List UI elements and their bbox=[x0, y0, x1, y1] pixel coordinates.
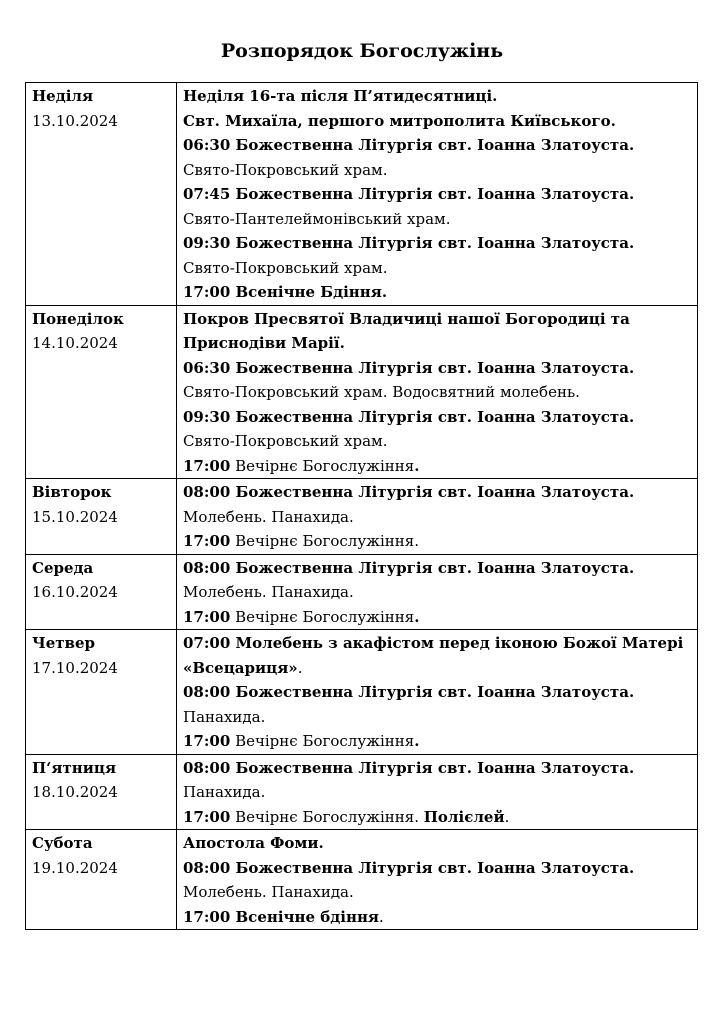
service-text: Полієлей bbox=[423, 807, 505, 826]
day-name: Неділя bbox=[32, 87, 94, 105]
service-text: Молебень. Панахида. bbox=[183, 507, 354, 526]
service-text: 17:00 bbox=[183, 456, 231, 475]
service-line bbox=[183, 729, 693, 754]
service-text: 07:00 Молебень з акафістом перед іконою Божої Матері «Всецариця» bbox=[183, 634, 684, 677]
service-line bbox=[183, 380, 693, 405]
page-title: Розпорядок Богослужінь bbox=[220, 40, 504, 62]
service-line bbox=[183, 133, 693, 158]
service-line bbox=[183, 705, 693, 730]
service-line bbox=[183, 207, 693, 232]
service-text: Вечірнє Богослужіння. bbox=[230, 807, 424, 826]
service-line bbox=[183, 480, 693, 505]
service-line bbox=[183, 280, 693, 305]
schedule-row bbox=[26, 630, 698, 755]
services-cell bbox=[177, 830, 698, 930]
service-line bbox=[183, 454, 693, 479]
day-cell bbox=[26, 830, 177, 930]
service-text: Панахида. bbox=[183, 707, 266, 726]
service-line bbox=[183, 158, 693, 183]
service-text: Свято-Пантелеймонівський храм. bbox=[183, 209, 451, 228]
service-text: . bbox=[379, 907, 384, 926]
schedule-row bbox=[26, 479, 698, 555]
service-line bbox=[183, 805, 693, 830]
service-text: 06:30 Божественна Літургія свт. Іоанна Златоуста. bbox=[183, 136, 635, 154]
service-text: Покров Пресвятої Владичиці нашої Богородиці та Приснодіви Марії. bbox=[183, 309, 630, 352]
service-text: 17:00 Всенічне бдіння bbox=[183, 907, 380, 926]
service-line bbox=[183, 631, 693, 680]
service-text: Апостола Фоми. bbox=[183, 834, 324, 852]
service-text: . bbox=[414, 456, 420, 475]
service-line bbox=[183, 182, 693, 207]
service-text: 17:00 bbox=[183, 807, 231, 826]
schedule-table bbox=[25, 82, 698, 930]
day-date: 13.10.2024 bbox=[32, 111, 118, 130]
service-text: 17:00 bbox=[183, 532, 231, 550]
day-name: Середа bbox=[32, 558, 94, 577]
service-line bbox=[183, 605, 693, 630]
service-line bbox=[183, 556, 693, 581]
day-date: 17.10.2024 bbox=[32, 658, 118, 677]
service-text: Вечірнє Богослужіння bbox=[230, 607, 415, 626]
service-line bbox=[183, 856, 693, 881]
service-text: Вечірнє Богослужіння bbox=[230, 732, 415, 750]
service-text: . bbox=[297, 658, 303, 677]
services-cell bbox=[177, 754, 698, 830]
service-line bbox=[183, 231, 693, 256]
schedule-row bbox=[26, 305, 698, 479]
service-line bbox=[183, 84, 693, 109]
day-cell bbox=[26, 479, 177, 555]
service-text: 06:30 Божественна Літургія свт. Іоанна Златоуста. bbox=[183, 358, 635, 377]
service-line bbox=[183, 780, 693, 805]
service-text: Панахида. bbox=[183, 783, 266, 801]
service-text: Молебень. Панахида. bbox=[183, 583, 354, 601]
service-text: Свято-Покровський храм. bbox=[183, 258, 388, 277]
service-line bbox=[183, 905, 693, 930]
service-text: 08:00 Божественна Літургія свт. Іоанна Златоуста. bbox=[183, 683, 635, 701]
day-cell bbox=[26, 754, 177, 830]
day-date: 19.10.2024 bbox=[32, 858, 118, 877]
service-text: Неділя 16-та після П’ятидесятниці. bbox=[183, 87, 498, 105]
service-text: 17:00 bbox=[183, 732, 231, 750]
day-date: 15.10.2024 bbox=[32, 507, 118, 526]
service-line bbox=[183, 429, 693, 454]
service-text: . bbox=[504, 807, 510, 826]
service-line bbox=[183, 109, 693, 134]
service-text: Молебень. Панахида. bbox=[183, 883, 354, 901]
services-cell bbox=[177, 479, 698, 555]
schedule-row bbox=[26, 554, 698, 630]
service-text: Свято-Покровський храм. Водосвятний молебень. bbox=[183, 383, 580, 401]
day-cell bbox=[26, 554, 177, 630]
services-cell bbox=[177, 554, 698, 630]
services-cell bbox=[177, 630, 698, 755]
service-line bbox=[183, 256, 693, 281]
day-name: Вівторок bbox=[32, 483, 112, 501]
service-line bbox=[183, 307, 693, 356]
day-name: Понеділок bbox=[32, 309, 124, 328]
day-date: 18.10.2024 bbox=[32, 783, 118, 801]
service-line bbox=[183, 405, 693, 430]
services-cell bbox=[177, 305, 698, 479]
day-cell bbox=[26, 83, 177, 306]
schedule-row bbox=[26, 754, 698, 830]
service-text: 08:00 Божественна Літургія свт. Іоанна Златоуста. bbox=[183, 483, 635, 501]
service-text: 08:00 Божественна Літургія свт. Іоанна Златоуста. bbox=[183, 858, 635, 877]
service-text: 07:45 Божественна Літургія свт. Іоанна Златоуста. bbox=[183, 185, 635, 203]
services-cell bbox=[177, 83, 698, 306]
service-text: Свято-Покровський храм. bbox=[183, 160, 388, 179]
service-line bbox=[183, 580, 693, 605]
service-text: Свт. Михаїла, першого митрополита Київського. bbox=[183, 111, 616, 130]
schedule-row bbox=[26, 830, 698, 930]
service-text: . bbox=[414, 607, 420, 626]
service-line bbox=[183, 756, 693, 781]
day-name: П‘ятниця bbox=[32, 758, 117, 777]
service-line bbox=[183, 680, 693, 705]
day-name: Субота bbox=[32, 834, 93, 852]
service-text: 17:00 Всенічне Бдіння. bbox=[183, 283, 388, 301]
service-text: Свято-Покровський храм. bbox=[183, 432, 388, 450]
service-line bbox=[183, 505, 693, 530]
service-text: 09:30 Божественна Літургія свт. Іоанна Златоуста. bbox=[183, 407, 635, 426]
service-line bbox=[183, 831, 693, 856]
day-date: 16.10.2024 bbox=[32, 583, 118, 601]
service-text: . bbox=[414, 732, 420, 750]
service-text: 08:00 Божественна Літургія свт. Іоанна Златоуста. bbox=[183, 758, 635, 777]
service-text: 08:00 Божественна Літургія свт. Іоанна Златоуста. bbox=[183, 558, 635, 577]
service-text: 09:30 Божественна Літургія свт. Іоанна Златоуста. bbox=[183, 234, 635, 252]
service-text: Вечірнє Богослужіння bbox=[230, 456, 415, 475]
service-line bbox=[183, 356, 693, 381]
service-line bbox=[183, 880, 693, 905]
day-date: 14.10.2024 bbox=[32, 334, 118, 352]
schedule-row bbox=[26, 83, 698, 306]
service-text: 17:00 bbox=[183, 607, 231, 626]
day-cell bbox=[26, 305, 177, 479]
schedule-body bbox=[26, 83, 698, 930]
day-cell bbox=[26, 630, 177, 755]
day-name: Четвер bbox=[32, 634, 95, 652]
service-line bbox=[183, 529, 693, 554]
service-text: Вечірнє Богослужіння. bbox=[230, 532, 419, 550]
